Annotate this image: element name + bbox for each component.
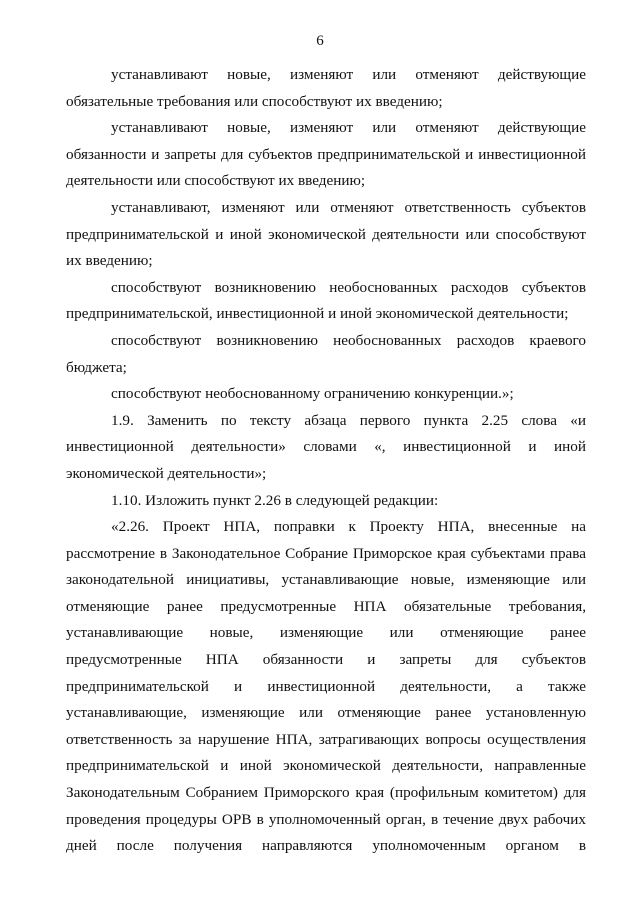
paragraph-6: способствуют необоснованному ограничению конкуренции.»;	[111, 385, 514, 403]
paragraph-1: устанавливают новые, изменяют или отменяют действующие обязательные требования или способствуют их введению;	[66, 66, 586, 110]
paragraph-8: 1.10. Изложить пункт 2.26 в следующей редакции:	[111, 491, 439, 509]
paragraph-9: «2.26. Проект НПА, поправки к Проекту НПА, внесенные на рассмотрение в Законодательное Собрание Приморское края субъектами права законодательной инициативы, устанавливающие новые, изменяющие или отменяющие ранее предусмотренные НПА обязательные требования, устанавливающие новые, изменяющие или отменяющие ранее предусмотренные НПА обязанности и запреты для субъектов предпринимательской и инвестиционной деятельности, а также устанавливающие, изменяющие или отменяющие ранее установленную ответственность за нарушение НПА, затрагивающих вопросы осуществления предпринимательской и иной экономической деятельности, направленные Законодательным Собранием Приморского края (профильным комитетом) для проведения процедуры ОРВ в уполномоченный орган, в течение двух рабочих дней после получения направляются уполномоченным органом в	[66, 518, 586, 855]
page-number: 6	[316, 33, 324, 49]
paragraph-3: устанавливают, изменяют или отменяют ответственность субъектов предпринимательской и иной экономической деятельности или способствуют их введению;	[66, 198, 586, 270]
paragraph-2: устанавливают новые, изменяют или отменяют действующие обязанности и запреты для субъектов предпринимательской и инвестиционной деятельности или способствуют их введению;	[66, 119, 586, 190]
paragraph-7: 1.9. Заменить по тексту абзаца первого пункта 2.25 слова «и инвестиционной деятельности» словами «, инвестиционной и иной экономической деятельности»;	[66, 411, 586, 482]
paragraph-5: способствуют возникновению необоснованных расходов краевого бюджета;	[66, 331, 586, 376]
document-body	[66, 62, 586, 860]
paragraph-4: способствуют возникновению необоснованных расходов субъектов предпринимательской, инвестиционной и иной экономической деятельности;	[66, 278, 586, 323]
